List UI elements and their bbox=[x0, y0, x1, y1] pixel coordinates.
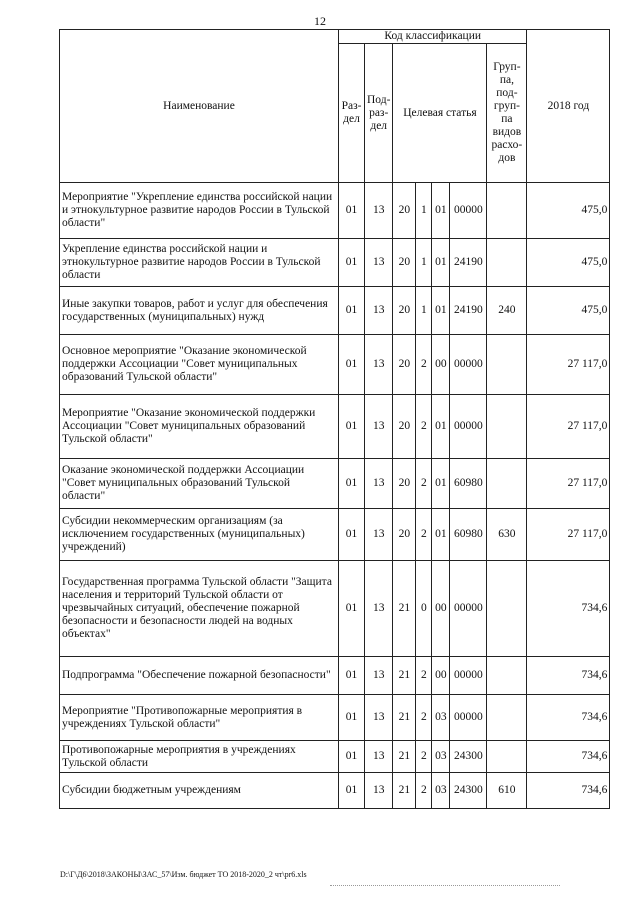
row-target-2: 2 bbox=[416, 459, 432, 509]
row-target-2: 0 bbox=[416, 561, 432, 657]
row-target-1: 20 bbox=[393, 509, 416, 561]
row-podrazdel: 13 bbox=[365, 459, 393, 509]
row-razdel: 01 bbox=[339, 183, 365, 239]
row-podrazdel: 13 bbox=[365, 741, 393, 773]
header-year: 2018 год bbox=[527, 30, 610, 183]
header-expense-group: Груп- па, под- груп- па видов расхо- дов bbox=[487, 44, 527, 183]
row-target-1: 21 bbox=[393, 741, 416, 773]
row-amount: 734,6 bbox=[527, 741, 610, 773]
row-razdel: 01 bbox=[339, 287, 365, 335]
page-number: 12 bbox=[314, 14, 326, 28]
table-row bbox=[60, 395, 610, 459]
table-row bbox=[60, 509, 610, 561]
row-target-3: 00 bbox=[432, 335, 450, 395]
row-amount: 475,0 bbox=[527, 239, 610, 287]
row-target-4: 00000 bbox=[450, 395, 487, 459]
header-classification: Код классификации bbox=[339, 30, 527, 44]
row-group bbox=[487, 239, 527, 287]
row-group bbox=[487, 695, 527, 741]
row-podrazdel: 13 bbox=[365, 773, 393, 809]
row-razdel: 01 bbox=[339, 239, 365, 287]
row-target-4: 00000 bbox=[450, 657, 487, 695]
row-target-4: 60980 bbox=[450, 509, 487, 561]
row-razdel: 01 bbox=[339, 509, 365, 561]
row-target-3: 00 bbox=[432, 561, 450, 657]
table-row bbox=[60, 335, 610, 395]
row-target-4: 00000 bbox=[450, 561, 487, 657]
table-row bbox=[60, 695, 610, 741]
row-group bbox=[487, 561, 527, 657]
row-amount: 27 117,0 bbox=[527, 459, 610, 509]
row-group bbox=[487, 657, 527, 695]
file-path-footer: D:\Г\Д6\2018\ЗАКОНЫ\ЗАС_57\Изм. бюджет ТО 2018-2020_2 чт\pr6.xls bbox=[60, 870, 307, 879]
row-target-4: 24190 bbox=[450, 239, 487, 287]
row-name: Основное мероприятие "Оказание экономической поддержки Ассоциации "Совет муниципальных образований Тульской области" bbox=[60, 335, 339, 395]
row-amount: 475,0 bbox=[527, 287, 610, 335]
row-target-1: 21 bbox=[393, 773, 416, 809]
row-target-3: 01 bbox=[432, 287, 450, 335]
row-podrazdel: 13 bbox=[365, 239, 393, 287]
row-target-2: 2 bbox=[416, 395, 432, 459]
row-target-2: 2 bbox=[416, 695, 432, 741]
row-name: Подпрограмма "Обеспечение пожарной безопасности" bbox=[60, 657, 339, 695]
row-target-1: 20 bbox=[393, 183, 416, 239]
row-podrazdel: 13 bbox=[365, 509, 393, 561]
row-amount: 27 117,0 bbox=[527, 509, 610, 561]
row-name: Государственная программа Тульской области "Защита населения и территорий Тульской области от чрезвычайных ситуаций, обеспечение пожарной безопасности и безопасности людей на водных объектах" bbox=[60, 561, 339, 657]
table-row bbox=[60, 657, 610, 695]
row-name: Мероприятие "Противопожарные мероприятия в учреждениях Тульской области" bbox=[60, 695, 339, 741]
header-podrazdel: Под- раз- дел bbox=[365, 44, 393, 183]
row-name: Мероприятие "Оказание экономической поддержки Ассоциации "Совет муниципальных образований Тульской области" bbox=[60, 395, 339, 459]
table-row bbox=[60, 773, 610, 809]
row-target-3: 00 bbox=[432, 657, 450, 695]
budget-table bbox=[59, 29, 610, 809]
table-row bbox=[60, 239, 610, 287]
row-name: Противопожарные мероприятия в учреждениях Тульской области bbox=[60, 741, 339, 773]
row-group bbox=[487, 395, 527, 459]
row-razdel: 01 bbox=[339, 395, 365, 459]
row-target-1: 21 bbox=[393, 561, 416, 657]
row-target-1: 20 bbox=[393, 335, 416, 395]
row-target-3: 01 bbox=[432, 395, 450, 459]
row-target-3: 03 bbox=[432, 695, 450, 741]
row-group: 610 bbox=[487, 773, 527, 809]
row-name: Иные закупки товаров, работ и услуг для обеспечения государственных (муниципальных) нужд bbox=[60, 287, 339, 335]
row-podrazdel: 13 bbox=[365, 395, 393, 459]
table-row bbox=[60, 741, 610, 773]
row-amount: 734,6 bbox=[527, 773, 610, 809]
row-target-2: 1 bbox=[416, 287, 432, 335]
row-target-2: 2 bbox=[416, 773, 432, 809]
row-group bbox=[487, 741, 527, 773]
row-razdel: 01 bbox=[339, 657, 365, 695]
row-target-4: 24190 bbox=[450, 287, 487, 335]
row-name: Мероприятие "Укрепление единства российской нации и этнокультурное развитие народов России в Тульской области" bbox=[60, 183, 339, 239]
row-amount: 734,6 bbox=[527, 657, 610, 695]
row-group bbox=[487, 459, 527, 509]
footer-divider bbox=[330, 885, 560, 886]
row-amount: 27 117,0 bbox=[527, 395, 610, 459]
row-name: Субсидии бюджетным учреждениям bbox=[60, 773, 339, 809]
row-target-4: 00000 bbox=[450, 695, 487, 741]
row-target-4: 00000 bbox=[450, 183, 487, 239]
row-target-2: 2 bbox=[416, 335, 432, 395]
row-razdel: 01 bbox=[339, 335, 365, 395]
header-razdel: Раз- дел bbox=[339, 44, 365, 183]
row-target-2: 2 bbox=[416, 509, 432, 561]
table-row bbox=[60, 183, 610, 239]
row-podrazdel: 13 bbox=[365, 561, 393, 657]
row-razdel: 01 bbox=[339, 741, 365, 773]
row-target-4: 00000 bbox=[450, 335, 487, 395]
row-razdel: 01 bbox=[339, 561, 365, 657]
row-group bbox=[487, 183, 527, 239]
row-target-3: 01 bbox=[432, 239, 450, 287]
row-target-2: 2 bbox=[416, 657, 432, 695]
row-podrazdel: 13 bbox=[365, 183, 393, 239]
row-target-4: 24300 bbox=[450, 741, 487, 773]
table-row bbox=[60, 561, 610, 657]
row-target-3: 01 bbox=[432, 183, 450, 239]
row-target-1: 20 bbox=[393, 287, 416, 335]
row-group bbox=[487, 335, 527, 395]
row-target-4: 60980 bbox=[450, 459, 487, 509]
row-target-1: 20 bbox=[393, 239, 416, 287]
row-podrazdel: 13 bbox=[365, 657, 393, 695]
table-row bbox=[60, 459, 610, 509]
row-target-4: 24300 bbox=[450, 773, 487, 809]
row-razdel: 01 bbox=[339, 459, 365, 509]
row-target-3: 03 bbox=[432, 773, 450, 809]
header-row-1 bbox=[60, 30, 610, 44]
row-amount: 734,6 bbox=[527, 561, 610, 657]
row-razdel: 01 bbox=[339, 773, 365, 809]
row-name: Укрепление единства российской нации и этнокультурное развитие народов России в Тульской области bbox=[60, 239, 339, 287]
row-podrazdel: 13 bbox=[365, 695, 393, 741]
header-target-article: Целевая статья bbox=[393, 44, 487, 183]
header-name: Наименование bbox=[60, 30, 339, 183]
row-amount: 734,6 bbox=[527, 695, 610, 741]
row-target-1: 21 bbox=[393, 695, 416, 741]
row-name: Оказание экономической поддержки Ассоциации "Совет муниципальных образований Тульской области" bbox=[60, 459, 339, 509]
row-target-1: 21 bbox=[393, 657, 416, 695]
row-name: Субсидии некоммерческим организациям (за исключением государственных (муниципальных) учреждений) bbox=[60, 509, 339, 561]
row-target-3: 01 bbox=[432, 459, 450, 509]
row-group: 630 bbox=[487, 509, 527, 561]
row-amount: 475,0 bbox=[527, 183, 610, 239]
row-amount: 27 117,0 bbox=[527, 335, 610, 395]
row-target-2: 2 bbox=[416, 741, 432, 773]
row-podrazdel: 13 bbox=[365, 287, 393, 335]
row-target-3: 03 bbox=[432, 741, 450, 773]
row-target-3: 01 bbox=[432, 509, 450, 561]
row-group: 240 bbox=[487, 287, 527, 335]
row-razdel: 01 bbox=[339, 695, 365, 741]
row-target-2: 1 bbox=[416, 239, 432, 287]
row-target-1: 20 bbox=[393, 459, 416, 509]
row-target-2: 1 bbox=[416, 183, 432, 239]
table-row bbox=[60, 287, 610, 335]
row-target-1: 20 bbox=[393, 395, 416, 459]
row-podrazdel: 13 bbox=[365, 335, 393, 395]
